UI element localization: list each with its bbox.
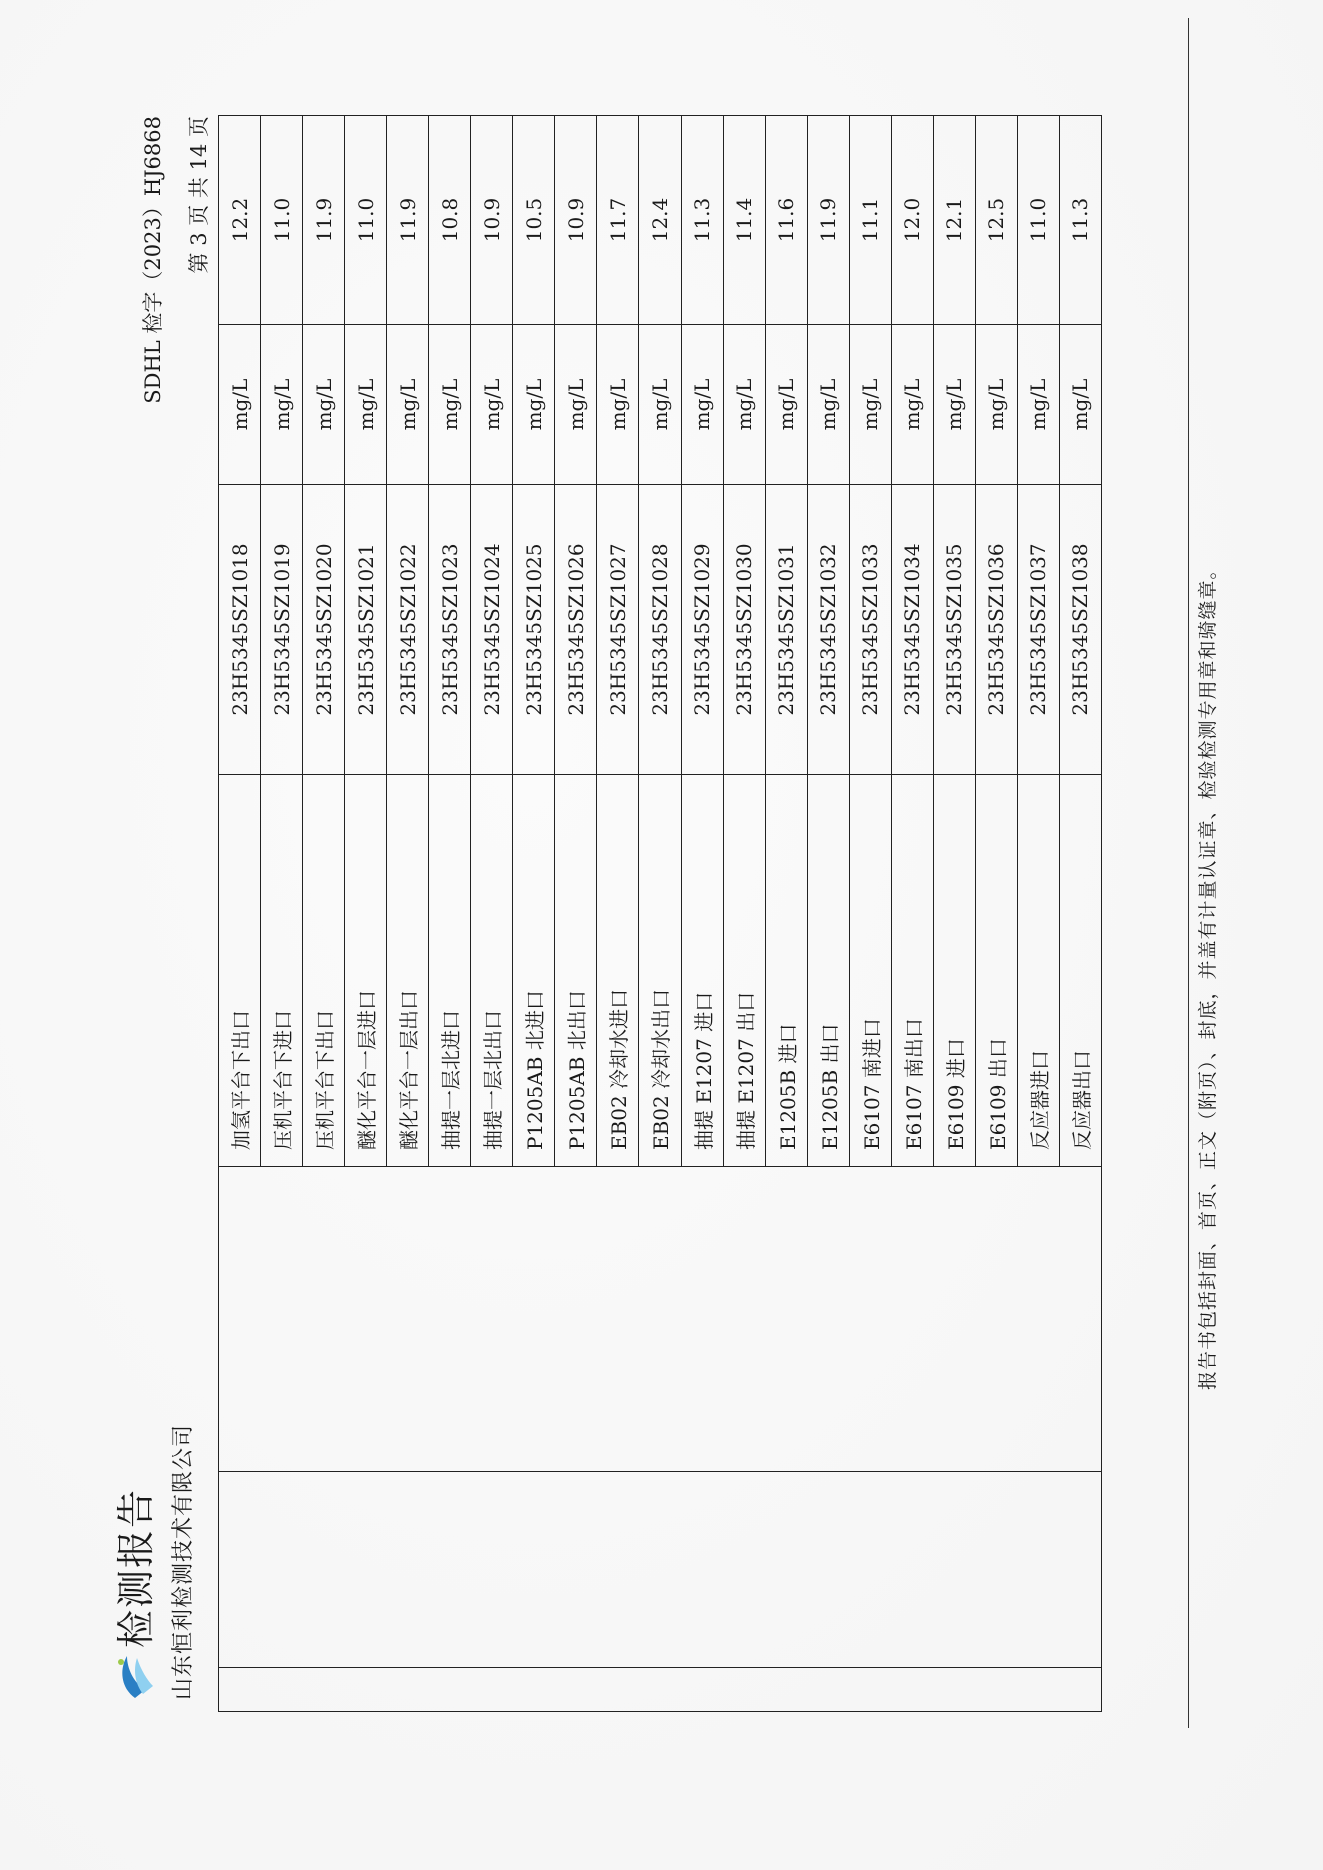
page-info: 第 3 页 共 14 页: [187, 116, 211, 274]
blank-cell-c: [429, 1167, 471, 1472]
sampling-location: 反应器出口: [1059, 775, 1101, 1167]
sample-code: 23H5345SZ1027: [597, 485, 639, 775]
blank-cell-a: [849, 1668, 891, 1712]
table-row: [471, 116, 513, 1712]
result-value: 11.9: [303, 116, 345, 325]
sampling-location: EB02 冷却水进口: [597, 775, 639, 1167]
blank-cell-c: [807, 1167, 849, 1472]
sample-code: 23H5345SZ1034: [891, 485, 933, 775]
result-value: 12.4: [639, 116, 681, 325]
blank-cell-a: [345, 1668, 387, 1712]
company-name: 山东恒利检测技术有限公司: [171, 1423, 196, 1700]
blank-cell-c: [849, 1167, 891, 1472]
report-meta: [130, 116, 222, 404]
sampling-location: 抽提一层北进口: [429, 775, 471, 1167]
sample-code: 23H5345SZ1030: [723, 485, 765, 775]
unit: mg/L: [723, 325, 765, 485]
unit: mg/L: [219, 325, 261, 485]
sample-code: 23H5345SZ1036: [975, 485, 1017, 775]
sample-code: 23H5345SZ1020: [303, 485, 345, 775]
unit: mg/L: [303, 325, 345, 485]
table-row: [639, 116, 681, 1712]
sampling-location: EB02 冷却水出口: [639, 775, 681, 1167]
result-value: 11.4: [723, 116, 765, 325]
result-value: 12.5: [975, 116, 1017, 325]
unit: mg/L: [765, 325, 807, 485]
table-row: [765, 116, 807, 1712]
unit: mg/L: [597, 325, 639, 485]
blank-cell-a: [303, 1668, 345, 1712]
report-title: 检测报告: [114, 1487, 158, 1648]
blank-cell-b: [303, 1472, 345, 1668]
blank-cell-b: [723, 1472, 765, 1668]
sampling-location: 醚化平台一层进口: [345, 775, 387, 1167]
blank-cell-a: [261, 1668, 303, 1712]
sampling-location: 加氢平台下出口: [219, 775, 261, 1167]
sampling-location: 抽提 E1207 进口: [681, 775, 723, 1167]
blank-cell-b: [387, 1472, 429, 1668]
sample-code: 23H5345SZ1019: [261, 485, 303, 775]
logo-row: [105, 1424, 160, 1700]
result-value: 11.7: [597, 116, 639, 325]
blank-cell-b: [597, 1472, 639, 1668]
blank-cell-c: [1059, 1167, 1101, 1472]
sampling-location: P1205AB 北出口: [555, 775, 597, 1167]
sample-code: 23H5345SZ1031: [765, 485, 807, 775]
blank-cell-a: [1017, 1668, 1059, 1712]
table-row: [597, 116, 639, 1712]
results-table-body: [219, 116, 1102, 1712]
result-value: 11.6: [765, 116, 807, 325]
sample-code: 23H5345SZ1023: [429, 485, 471, 775]
unit: mg/L: [261, 325, 303, 485]
blank-cell-c: [513, 1167, 555, 1472]
unit: mg/L: [555, 325, 597, 485]
blank-cell-b: [681, 1472, 723, 1668]
blank-cell-a: [555, 1668, 597, 1712]
blank-cell-c: [597, 1167, 639, 1472]
blank-cell-b: [639, 1472, 681, 1668]
blank-cell-b: [1059, 1472, 1101, 1668]
blank-cell-b: [219, 1472, 261, 1668]
blank-cell-a: [471, 1668, 513, 1712]
blank-cell-c: [387, 1167, 429, 1472]
result-value: 11.9: [807, 116, 849, 325]
unit: mg/L: [471, 325, 513, 485]
unit: mg/L: [639, 325, 681, 485]
sampling-location: E6109 进口: [933, 775, 975, 1167]
blank-cell-b: [513, 1472, 555, 1668]
blank-cell-b: [345, 1472, 387, 1668]
sample-code: 23H5345SZ1029: [681, 485, 723, 775]
blank-cell-b: [261, 1472, 303, 1668]
result-value: 10.9: [555, 116, 597, 325]
sample-code: 23H5345SZ1037: [1017, 485, 1059, 775]
unit: mg/L: [681, 325, 723, 485]
unit: mg/L: [891, 325, 933, 485]
blank-cell-c: [345, 1167, 387, 1472]
sampling-location: 压机平台下出口: [303, 775, 345, 1167]
sampling-location: P1205AB 北进口: [513, 775, 555, 1167]
blank-cell-c: [765, 1167, 807, 1472]
blank-cell-c: [1017, 1167, 1059, 1472]
blank-cell-b: [849, 1472, 891, 1668]
unit: mg/L: [933, 325, 975, 485]
table-row: [975, 116, 1017, 1712]
blank-cell-b: [933, 1472, 975, 1668]
blank-cell-a: [807, 1668, 849, 1712]
blank-cell-c: [681, 1167, 723, 1472]
blank-cell-a: [765, 1668, 807, 1712]
blank-cell-a: [933, 1668, 975, 1712]
blank-cell-c: [219, 1167, 261, 1472]
sampling-location: E6107 南出口: [891, 775, 933, 1167]
sampling-location: E6109 出口: [975, 775, 1017, 1167]
table-row: [681, 116, 723, 1712]
result-value: 10.8: [429, 116, 471, 325]
blank-cell-c: [303, 1167, 345, 1472]
table-row: [303, 116, 345, 1712]
sample-code: 23H5345SZ1035: [933, 485, 975, 775]
sampling-location: 反应器进口: [1017, 775, 1059, 1167]
blank-cell-c: [471, 1167, 513, 1472]
blank-cell-b: [429, 1472, 471, 1668]
table-row: [513, 116, 555, 1712]
blank-cell-c: [639, 1167, 681, 1472]
sample-code: 23H5345SZ1033: [849, 485, 891, 775]
table-row: [345, 116, 387, 1712]
sample-code: 23H5345SZ1024: [471, 485, 513, 775]
table-row: [429, 116, 471, 1712]
unit: mg/L: [513, 325, 555, 485]
blank-cell-a: [723, 1668, 765, 1712]
sample-code: 23H5345SZ1026: [555, 485, 597, 775]
result-value: 11.0: [1017, 116, 1059, 325]
table-row: [261, 116, 303, 1712]
blank-cell-b: [1017, 1472, 1059, 1668]
report-number: SDHL 检字（2023）HJ6868: [141, 116, 165, 404]
blank-cell-c: [975, 1167, 1017, 1472]
blank-cell-b: [471, 1472, 513, 1668]
unit: mg/L: [1059, 325, 1101, 485]
unit: mg/L: [975, 325, 1017, 485]
blank-cell-c: [891, 1167, 933, 1472]
sample-code: 23H5345SZ1021: [345, 485, 387, 775]
blank-cell-a: [429, 1668, 471, 1712]
blank-cell-a: [639, 1668, 681, 1712]
unit: mg/L: [849, 325, 891, 485]
sampling-location: E6107 南进口: [849, 775, 891, 1167]
blank-cell-b: [975, 1472, 1017, 1668]
sampling-location: 压机平台下进口: [261, 775, 303, 1167]
table-row: [219, 116, 261, 1712]
table-row: [849, 116, 891, 1712]
sample-code: 23H5345SZ1038: [1059, 485, 1101, 775]
table-row: [555, 116, 597, 1712]
result-value: 12.2: [219, 116, 261, 325]
company-logo-icon: [113, 1654, 153, 1700]
blank-cell-a: [219, 1668, 261, 1712]
result-value: 11.9: [387, 116, 429, 325]
table-row: [891, 116, 933, 1712]
blank-cell-c: [723, 1167, 765, 1472]
unit: mg/L: [807, 325, 849, 485]
sampling-location: 抽提一层北出口: [471, 775, 513, 1167]
results-table: [218, 115, 1102, 1712]
blank-cell-b: [555, 1472, 597, 1668]
table-row: [387, 116, 429, 1712]
blank-cell-b: [891, 1472, 933, 1668]
report-header: [105, 1424, 197, 1700]
blank-cell-a: [597, 1668, 639, 1712]
table-row: [1059, 116, 1101, 1712]
blank-cell-c: [555, 1167, 597, 1472]
result-value: 12.0: [891, 116, 933, 325]
table-row: [723, 116, 765, 1712]
footer-divider: [1188, 18, 1189, 1728]
sample-code: 23H5345SZ1018: [219, 485, 261, 775]
blank-cell-a: [513, 1668, 555, 1712]
sampling-location: E1205B 出口: [807, 775, 849, 1167]
result-value: 11.3: [681, 116, 723, 325]
result-value: 11.3: [1059, 116, 1101, 325]
unit: mg/L: [429, 325, 471, 485]
sampling-location: E1205B 进口: [765, 775, 807, 1167]
results-table-wrap: [218, 116, 1102, 1712]
sampling-location: 醚化平台一层出口: [387, 775, 429, 1167]
table-row: [1017, 116, 1059, 1712]
result-value: 12.1: [933, 116, 975, 325]
blank-cell-b: [765, 1472, 807, 1668]
blank-cell-a: [891, 1668, 933, 1712]
blank-cell-b: [807, 1472, 849, 1668]
blank-cell-a: [387, 1668, 429, 1712]
sample-code: 23H5345SZ1022: [387, 485, 429, 775]
unit: mg/L: [387, 325, 429, 485]
result-value: 10.9: [471, 116, 513, 325]
table-row: [807, 116, 849, 1712]
blank-cell-c: [261, 1167, 303, 1472]
result-value: 11.0: [261, 116, 303, 325]
blank-cell-a: [975, 1668, 1017, 1712]
unit: mg/L: [345, 325, 387, 485]
blank-cell-a: [681, 1668, 723, 1712]
result-value: 10.5: [513, 116, 555, 325]
blank-cell-c: [933, 1167, 975, 1472]
result-value: 11.1: [849, 116, 891, 325]
sampling-location: 抽提 E1207 出口: [723, 775, 765, 1167]
sample-code: 23H5345SZ1032: [807, 485, 849, 775]
result-value: 11.0: [345, 116, 387, 325]
table-row: [933, 116, 975, 1712]
footer-note: 报告书包括封面、首页、正文（附页）、封底，并盖有计量认证章、检验检测专用章和骑缝章。: [1197, 559, 1219, 1390]
sample-code: 23H5345SZ1028: [639, 485, 681, 775]
sample-code: 23H5345SZ1025: [513, 485, 555, 775]
unit: mg/L: [1017, 325, 1059, 485]
blank-cell-a: [1059, 1668, 1101, 1712]
